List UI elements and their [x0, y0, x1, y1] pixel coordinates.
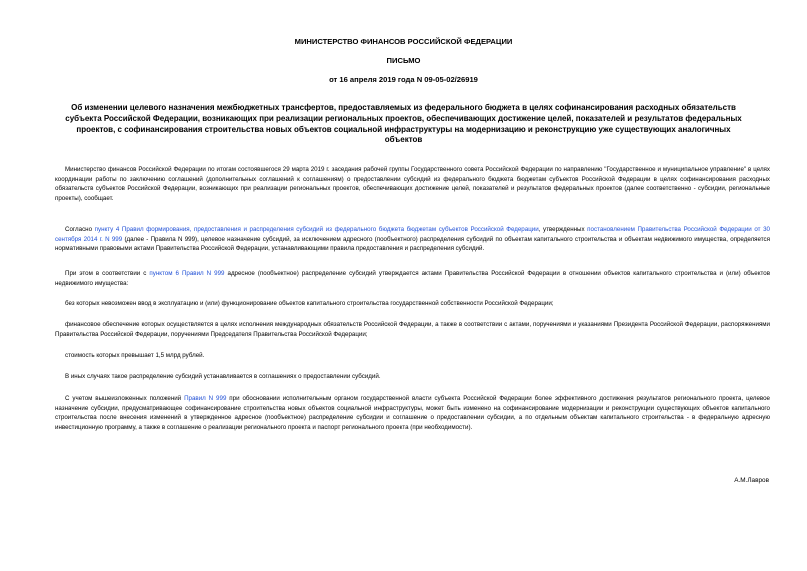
paragraph-4	[55, 299, 770, 309]
paragraph-5	[55, 320, 770, 339]
paragraph-2-post: (далее - Правила N 999), целевое назначение субсидий, за исключением адресного (пообъектного) распределения субсидий по объектам капитального строительства и объектам недвижимого имущества, определяется нормативными правовыми актами Правительства Российской Федерации, устанавливающими правила предоставления и распределения субсидий.	[55, 235, 770, 253]
paragraph-3	[55, 269, 770, 288]
paragraph-3-post: адресное (пообъектное) распределение субсидий утверждается актами Правительства Российской Федерации в отношении объектов капитального строительства и (или) объектов недвижимого имущества:	[55, 270, 771, 287]
paragraph-4-text: без которых невозможен ввод в эксплуатацию и (или) функционирование объектов капитального строительства государственной собственности Российской Федерации;	[65, 300, 554, 307]
paragraph-3-pre: При этом в соответствии с	[65, 270, 150, 277]
ministry-title: МИНИСТЕРСТВО ФИНАНСОВ РОССИЙСКОЙ ФЕДЕРАЦИИ	[294, 37, 513, 46]
paragraph-2-mid: , утвержденных	[538, 226, 588, 233]
paragraph-6	[55, 351, 770, 361]
paragraph-8-pre: С учетом вышеизложенных положений	[65, 395, 185, 402]
paragraph-8-post: при обосновании исполнительным органом государственной власти субъекта Российской Федерации более эффективного достижения результатов регионального проекта, целевое назначение субсидии, предусматривающее софинансирование строительства новых объектов социальной инфраструктуры, может быть изменено на софинансирование модернизации и реконструкции существующих объектов капитального строительства после внесения изменений в утвержденное адресное (пообъектное) распределение субсидии и соглашение о предоставлении субсидии, а по отдельным объектам капитального строительства - в федеральную адресную инвестиционную программу, а также в соглашение о реализации регионального проекта и паспорт регионального проекта (при необходимости).	[55, 395, 770, 431]
paragraph-2	[55, 225, 770, 254]
link-government-resolution-999[interactable]: постановлением Правительства Российской Федерации от 30 сентября 2014 г. N 999	[55, 226, 770, 243]
paragraph-1	[55, 165, 770, 203]
link-rules-999[interactable]: Правил N 999	[184, 395, 227, 402]
document-subject: Об изменении целевого назначения межбюджетных трансфертов, предоставляемых из федерального бюджета в целях софинансирования расходных обязательств субъекта Российской Федерации, возникающих при реализации региональных проектов, обеспечивающих достижение целей, показателей и результатов федеральных проектов, с софинансирования строительства новых объектов социальной инфраструктуры на модернизацию и реконструкцию уже существующих аналогичных объектов	[65, 103, 742, 145]
paragraph-8	[55, 394, 770, 432]
link-rules-point-4[interactable]: пункту 4 Правил формирования, предоставления и распределения субсидий из федерального бюджета бюджетам субъектов Российской Федерации	[94, 226, 539, 233]
document-type: ПИСЬМО	[386, 56, 421, 65]
paragraph-1-text: Министерство финансов Российской Федерации по итогам состоявшегося 29 марта 2019 г. заседания рабочей группы Государственного совета Российской Федерации по направлению "Государственное и муниципальное управление" в целях координации работы по заключению соглашений (дополнительных соглашений к соглашениям) о предоставлении субсидий из федерального бюджета бюджетам субъектов Российской Федерации в целях софинансирования расходных обязательств субъектов Российской Федерации, возникающих при реализации региональных проектов, обеспечивающих достижение целей, показателей и результатов федеральных проектов (далее соответственно - субсидии, региональные проекты), сообщает.	[55, 166, 770, 202]
link-rules-point-6[interactable]: пунктом 6 Правил N 999	[149, 270, 225, 277]
paragraph-7	[55, 372, 770, 382]
signature: А.М.Лавров	[734, 477, 769, 484]
document-date-number: от 16 апреля 2019 года N 09-05-02/26919	[329, 75, 478, 84]
paragraph-5-text: финансовое обеспечение которых осуществляется в целях исполнения международных обязательств Российской Федерации, а также в соответствии с актами, поручениями и указаниями Президента Российской Федерации, распоряжениями Правительства Российской Федерации, поручениями Председателя Правительства Российской Федерации;	[55, 321, 770, 338]
paragraph-6-text: стоимость которых превышает 1,5 млрд рублей.	[65, 352, 205, 359]
paragraph-7-text: В иных случаях такое распределение субсидий устанавливается в соглашениях о предоставлении субсидий.	[65, 373, 381, 380]
paragraph-2-pre: Согласно	[65, 226, 95, 233]
